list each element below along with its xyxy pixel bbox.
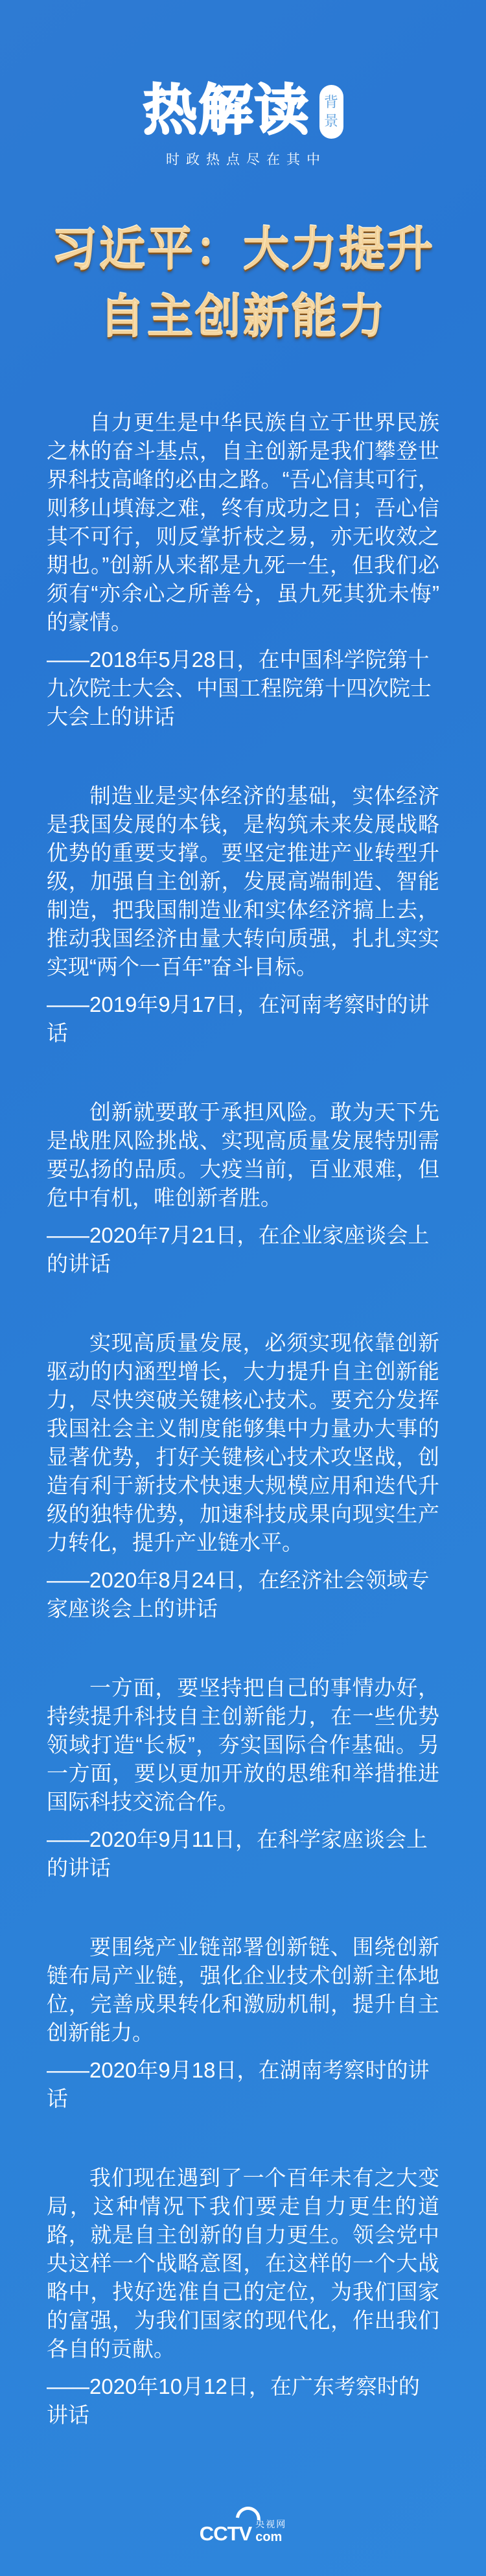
- article-title: [0, 217, 486, 351]
- brand-logo-row: [0, 82, 486, 139]
- quote-attribution: ——2020年10月12日，在广东考察时的讲话: [47, 2374, 420, 2427]
- quote-attribution: ——2020年9月11日，在科学家座谈会上的讲话: [47, 1827, 428, 1880]
- cctv-logo-com: com: [255, 2530, 283, 2544]
- quote-paragraph: 实现高质量发展，必须实现依靠创新驱动的内涵型增长，大力提升自主创新能力，尽快突破关键核心技术。要充分发挥我国社会主义制度能够集中力量办大事的显著优势，打好关键核心技术攻坚战，创造有利于新技术快速大规模应用和迭代升级的独特优势，加速科技成果向现实生产力转化，提升产业链水平。: [47, 1331, 439, 1554]
- quote-section: [47, 2164, 439, 2430]
- cctv-logo-word: CCTV: [199, 2522, 252, 2545]
- quote-attribution: ——2020年9月18日，在湖南考察时的讲话: [47, 2058, 430, 2111]
- quote-paragraph: 制造业是实体经济的基础，实体经济是我国发展的本钱，是构筑未来发展战略优势的重要支撑。要坚定推进产业转型升级，加强自主创新，发展高端制造、智能制造，把我国制造业和实体经济搞上去，推动我国经济由量大转向质强，扎扎实实实现“两个一百年”奋斗目标。: [47, 784, 439, 979]
- cctv-logo-chinese: 央视网: [255, 2519, 287, 2529]
- quote-attribution: ——2020年8月24日，在经济社会领域专家座谈会上的讲话: [47, 1568, 430, 1621]
- article-title-line-2: 自主创新能力: [98, 292, 387, 343]
- quote-paragraph: 一方面，要坚持把自己的事情办好，持续提升科技自主创新能力，在一些优势领域打造“长板”，夯实国际合作基础。另一方面，要以更加开放的思维和举措推进国际科技交流合作。: [47, 1676, 439, 1814]
- cctv-logo: [200, 2520, 286, 2544]
- quote-attribution: ——2019年9月17日，在河南考察时的讲话: [47, 992, 430, 1045]
- article-title-line-1: 习近平：大力提升: [51, 224, 435, 275]
- quote-attribution: ——2020年7月21日，在企业家座谈会上的讲话: [47, 1223, 430, 1276]
- quote-section: [47, 1933, 439, 2113]
- quote-paragraph: 创新就要敢于承担风险。敢为天下先是战胜风险挑战、实现高质量发展特别需要弘扬的品质。大疫当前，百业艰难，但危中有机，唯创新者胜。: [47, 1100, 439, 1210]
- quote-section: [47, 408, 439, 731]
- quote-paragraph: 要围绕产业链部署创新链、围绕创新链布局产业链，强化企业技术创新主体地位，完善成果转化和激励机制，提升自主创新能力。: [47, 1935, 439, 2044]
- cctv-logo-right: [255, 2520, 286, 2544]
- quote-section: [47, 782, 439, 1048]
- badge-char-2: 景: [323, 113, 338, 129]
- program-tagline: 时政热点尽在其中: [166, 152, 327, 167]
- quote-section: [47, 1674, 439, 1882]
- background-badge: [319, 85, 343, 139]
- quote-attribution: ——2018年5月28日，在中国科学院第十九次院士大会、中国工程院第十四次院士大会上的讲话: [47, 648, 432, 729]
- program-logo-text: 热解读: [143, 80, 310, 141]
- quote-paragraph: 自力更生是中华民族自立于世界民族之林的奋斗基点，自主创新是我们攀登世界科技高峰的必由之路。“吾心信其可行，则移山填海之难，终有成功之日；吾心信其不可行，则反掌折枝之易，亦无收效之期也。”创新从来都是九死一生，但我们必须有“亦余心之所善兮，虽九死其犹未悔”的豪情。: [47, 410, 439, 634]
- quote-section: [47, 1098, 439, 1278]
- badge-char-1: 背: [323, 94, 338, 110]
- quote-section: [47, 1329, 439, 1623]
- article-body: [47, 408, 439, 2430]
- brand-header: [0, 0, 486, 169]
- quote-paragraph: 我们现在遇到了一个百年未有之大变局，这种情况下我们要走自力更生的道路，就是自主创新的自力更生。领会党中央这样一个战略意图，在这样的一个大战略中，找好选准自己的定位，为我们国家的富强，为我们国家的现代化，作出我们各自的贡献。: [47, 2166, 439, 2361]
